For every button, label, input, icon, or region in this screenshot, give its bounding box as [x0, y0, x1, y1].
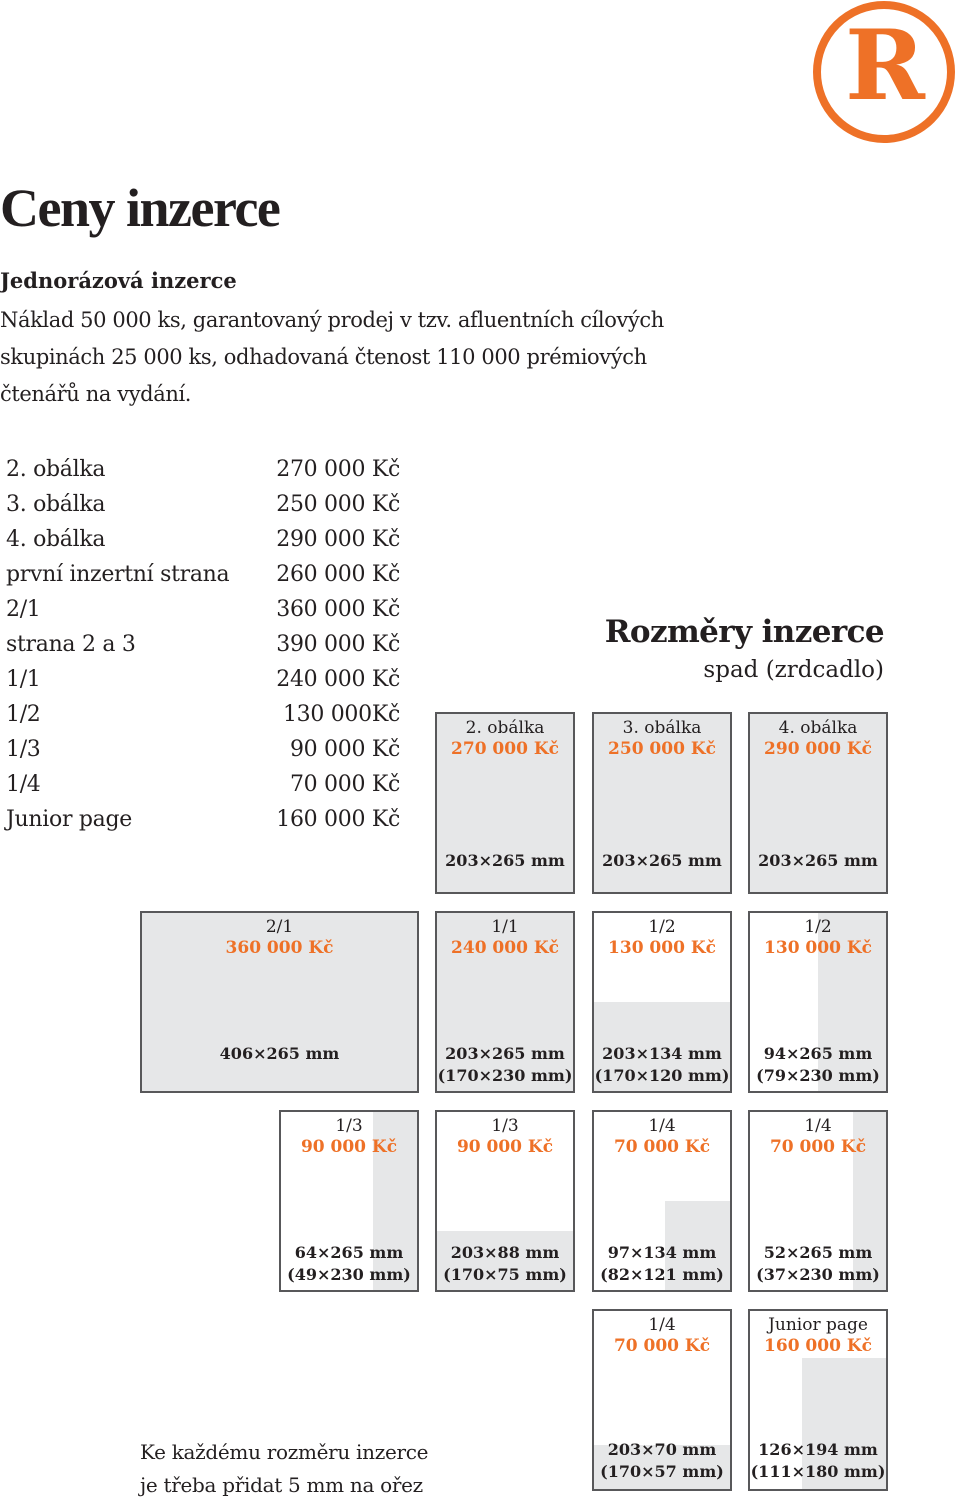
- ad-box-junior-page: [748, 1309, 888, 1491]
- price-row: [6, 767, 400, 802]
- price-value: 160 000 Kč: [276, 807, 400, 832]
- price-label: 2/1: [6, 597, 41, 622]
- ad-box-cover-4: [748, 712, 888, 894]
- price-row: [6, 452, 400, 487]
- ad-dim-secondary: (82×121 mm): [600, 1265, 724, 1284]
- ad-dimensions: [142, 1043, 417, 1065]
- ad-label: 3. obálka: [622, 718, 702, 738]
- price-row: [6, 627, 400, 662]
- price-value: 130 000Kč: [282, 702, 400, 727]
- price-value: 250 000 Kč: [276, 492, 400, 517]
- ad-dimensions: [594, 1439, 730, 1483]
- ad-box-1-4-vertical: [748, 1110, 888, 1292]
- price-value: 290 000 Kč: [276, 527, 400, 552]
- ad-dim-primary: 203×70 mm: [607, 1440, 717, 1459]
- ad-dim-primary: 94×265 mm: [763, 1044, 873, 1063]
- price-row: [6, 697, 400, 732]
- logo-letter: R: [845, 9, 923, 122]
- price-value: 70 000 Kč: [289, 772, 400, 797]
- price-label: 4. obálka: [6, 527, 106, 552]
- ad-label: 4. obálka: [778, 718, 858, 738]
- price-label: 1/1: [6, 667, 41, 692]
- ad-box-1-3-vertical: [279, 1110, 419, 1292]
- price-value: 260 000 Kč: [276, 562, 400, 587]
- ad-dimensions: [594, 850, 730, 872]
- ad-label: 1/4: [648, 1315, 676, 1335]
- price-label: první inzertní strana: [6, 562, 230, 587]
- ad-box-1-1: [435, 911, 575, 1093]
- ad-dim-primary: 52×265 mm: [763, 1243, 873, 1262]
- page-title: Ceny inzerce: [0, 178, 280, 238]
- price-row: [6, 662, 400, 697]
- ad-label: Junior page: [768, 1315, 868, 1335]
- ad-price: 70 000 Kč: [769, 1137, 867, 1157]
- ad-price: 130 000 Kč: [764, 938, 872, 958]
- bleed-note-line1: Ke každému rozměru inzerce: [140, 1440, 429, 1464]
- ad-box-1-3-horizontal: [435, 1110, 575, 1292]
- price-value: 360 000 Kč: [276, 597, 400, 622]
- price-value: 90 000 Kč: [289, 737, 400, 762]
- ad-dim-secondary: (79×230 mm): [756, 1066, 880, 1085]
- price-label: 2. obálka: [6, 457, 106, 482]
- ad-dimensions: [750, 850, 886, 872]
- ad-dim-primary: 203×265 mm: [758, 851, 878, 870]
- price-value: 240 000 Kč: [276, 667, 400, 692]
- ad-dimensions: [594, 1242, 730, 1286]
- ad-label: 2/1: [265, 917, 294, 937]
- price-row: [6, 592, 400, 627]
- ad-dim-primary: 203×88 mm: [450, 1243, 560, 1262]
- price-value: 270 000 Kč: [276, 457, 400, 482]
- ad-price: 90 000 Kč: [300, 1137, 398, 1157]
- ad-dim-primary: 203×265 mm: [445, 851, 565, 870]
- ad-dim-primary: 97×134 mm: [607, 1243, 717, 1262]
- ad-dim-secondary: (170×75 mm): [443, 1265, 567, 1284]
- bleed-note-line2: je třeba přidat 5 mm na ořez: [140, 1473, 423, 1497]
- ad-price: 290 000 Kč: [764, 739, 872, 759]
- ad-dim-primary: 406×265 mm: [219, 1044, 340, 1063]
- ad-dimensions: [437, 1043, 573, 1087]
- intro-text: Náklad 50 000 ks, garantovaný prodej v tzv. afluentních cílových skupinách 25 000 ks, odhadovaná čtenost 110 000 prémiových čtenářů na vydání.: [0, 308, 664, 406]
- price-list: [6, 452, 400, 837]
- ad-dim-secondary: (37×230 mm): [756, 1265, 880, 1284]
- ad-dim-primary: 203×134 mm: [602, 1044, 722, 1063]
- logo-r: [813, 1, 955, 143]
- ad-dimensions: [750, 1242, 886, 1286]
- bleed-note: [140, 1436, 428, 1502]
- ad-label: 1/4: [804, 1116, 832, 1136]
- ad-dim-primary: 126×194 mm: [758, 1440, 878, 1459]
- ad-price: 270 000 Kč: [451, 739, 559, 759]
- price-value: 390 000 Kč: [276, 632, 400, 657]
- price-label: 3. obálka: [6, 492, 106, 517]
- ad-label: 1/3: [491, 1116, 519, 1136]
- ad-dimensions: [437, 1242, 573, 1286]
- price-label: Junior page: [6, 807, 132, 832]
- ad-dim-primary: 64×265 mm: [294, 1243, 404, 1262]
- ad-price: 240 000 Kč: [451, 938, 559, 958]
- price-row: [6, 557, 400, 592]
- ad-dim-secondary: (111×180 mm): [750, 1462, 886, 1481]
- price-label: 1/2: [6, 702, 41, 727]
- ad-price: 90 000 Kč: [456, 1137, 554, 1157]
- ad-box-cover-3: [592, 712, 732, 894]
- ad-price: 70 000 Kč: [613, 1336, 711, 1356]
- price-row: [6, 487, 400, 522]
- ad-dim-primary: 203×265 mm: [602, 851, 722, 870]
- ad-dim-primary: 203×265 mm: [445, 1044, 565, 1063]
- ad-label: 1/1: [491, 917, 519, 937]
- ad-dimensions: [594, 1043, 730, 1087]
- ad-dim-secondary: (170×230 mm): [437, 1066, 573, 1085]
- ad-dimensions: [750, 1043, 886, 1087]
- ad-label: 1/2: [804, 917, 832, 937]
- ad-box-1-2-horizontal: [592, 911, 732, 1093]
- ad-box-1-4-horizontal: [592, 1309, 732, 1491]
- ad-label: 1/4: [648, 1116, 676, 1136]
- ad-dimensions: [437, 850, 573, 872]
- ad-dimensions: [750, 1439, 886, 1483]
- price-row: [6, 802, 400, 837]
- ad-dim-secondary: (170×120 mm): [594, 1066, 730, 1085]
- dimensions-subtitle: spad (zrdcadlo): [703, 657, 884, 683]
- price-label: strana 2 a 3: [6, 632, 136, 657]
- ad-label: 2. obálka: [465, 718, 545, 738]
- ad-box-1-2-vertical: [748, 911, 888, 1093]
- ad-box-cover-2: [435, 712, 575, 894]
- price-row: [6, 522, 400, 557]
- ad-price: 70 000 Kč: [613, 1137, 711, 1157]
- ad-label: 1/3: [335, 1116, 363, 1136]
- ad-dim-secondary: (170×57 mm): [600, 1462, 724, 1481]
- price-label: 1/4: [6, 772, 41, 797]
- ad-price: 360 000 Kč: [225, 938, 334, 958]
- ad-dimensions: [281, 1242, 417, 1286]
- section-subtitle: Jednorázová inzerce: [0, 268, 237, 293]
- ad-price: 160 000 Kč: [764, 1336, 872, 1356]
- ad-dim-secondary: (49×230 mm): [287, 1265, 411, 1284]
- ad-box-1-4-corner: [592, 1110, 732, 1292]
- ad-price: 250 000 Kč: [608, 739, 716, 759]
- ad-price: 130 000 Kč: [608, 938, 716, 958]
- price-label: 1/3: [6, 737, 41, 762]
- ad-label: 1/2: [648, 917, 676, 937]
- price-row: [6, 732, 400, 767]
- ad-box-2-1: [140, 911, 419, 1093]
- dimensions-title: Rozměry inzerce: [604, 614, 884, 650]
